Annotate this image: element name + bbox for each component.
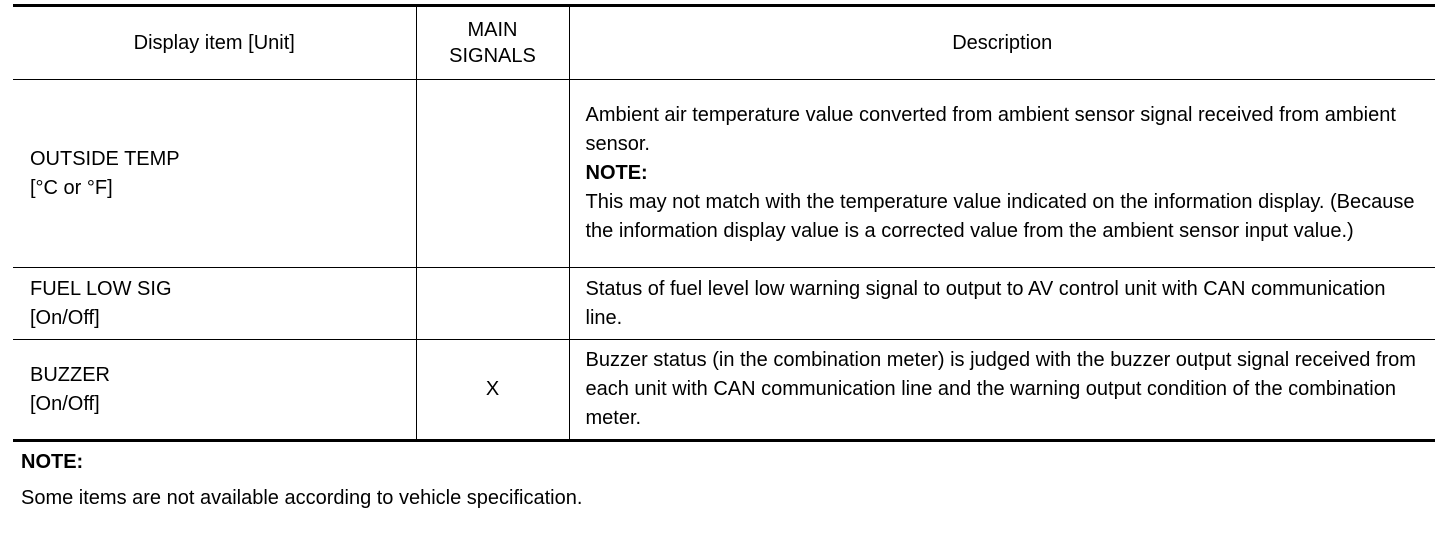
main-signal-cell: X xyxy=(416,340,569,441)
footer-note-text: Some items are not available according to vehicle specification. xyxy=(21,487,583,509)
item-unit: [On/Off] xyxy=(30,306,100,329)
header-description: Description xyxy=(569,6,1435,80)
table-row xyxy=(13,340,1435,441)
table-row xyxy=(13,268,1435,340)
description-text: Status of fuel level low warning signal to output to AV control unit with CAN communication line. xyxy=(585,277,1386,329)
description-cell xyxy=(569,340,1435,441)
main-signal-cell xyxy=(416,268,569,340)
item-unit: [On/Off] xyxy=(30,392,100,415)
header-row xyxy=(13,6,1435,80)
item-unit: [°C or °F] xyxy=(30,176,113,199)
note-label: NOTE: xyxy=(585,162,648,184)
header-main-signals xyxy=(416,6,569,80)
header-display-item: Display item [Unit] xyxy=(13,6,416,80)
footer-note xyxy=(21,448,582,513)
table-header xyxy=(13,6,1435,80)
footer-note-title: NOTE: xyxy=(21,451,84,473)
description-text: Buzzer status (in the combination meter) is judged with the buzzer output signal received from each unit with CAN communication line and the warning output condition of the combination meter. xyxy=(585,349,1416,429)
display-item-table xyxy=(13,4,1435,442)
table-row xyxy=(13,80,1435,268)
header-main-signals-line2: SIGNALS xyxy=(449,45,536,67)
display-item-cell xyxy=(13,268,416,340)
description-text: Ambient air temperature value converted from ambient sensor signal received from ambient sensor. xyxy=(585,104,1396,155)
note-text: This may not match with the temperature value indicated on the information display. (Because the information display value is a corrected value from the ambient sensor input value.) xyxy=(585,191,1415,242)
table-body xyxy=(13,80,1435,441)
main-signal-cell xyxy=(416,80,569,268)
item-name: FUEL LOW SIG xyxy=(30,277,172,300)
display-item-cell xyxy=(13,340,416,441)
description-cell xyxy=(569,268,1435,340)
description-cell xyxy=(569,80,1435,268)
item-name: OUTSIDE TEMP xyxy=(30,147,180,170)
display-item-cell xyxy=(13,80,416,268)
header-main-signals-line1: MAIN xyxy=(467,19,518,41)
item-name: BUZZER xyxy=(30,363,110,386)
